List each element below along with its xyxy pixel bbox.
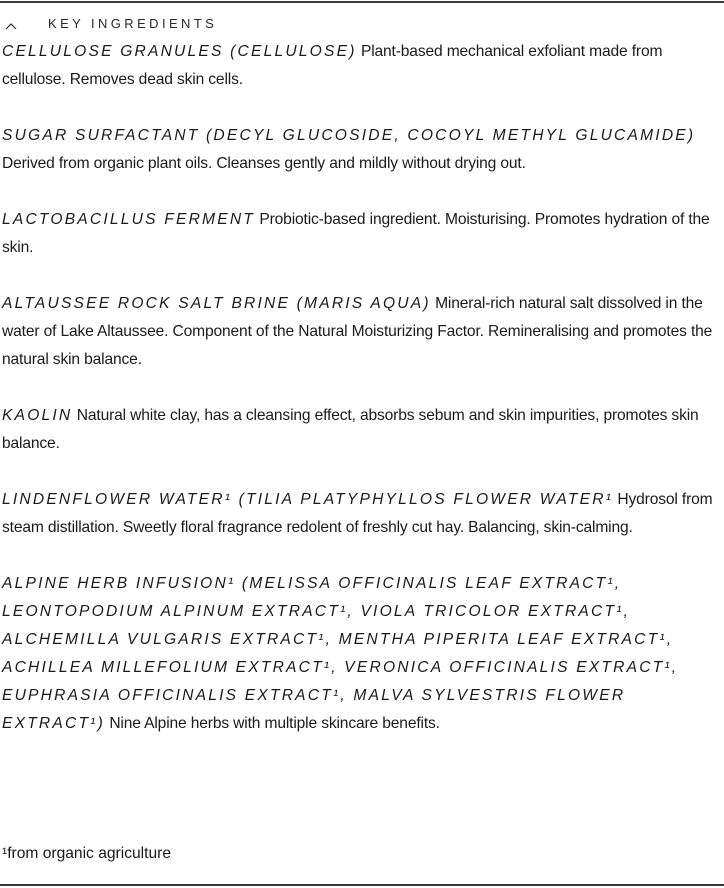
ingredient-item <box>2 38 718 94</box>
ingredient-item <box>2 290 718 374</box>
ingredient-name: LACTOBACILLUS FERMENT <box>2 211 256 228</box>
ingredient-name: ALTAUSSEE ROCK SALT BRINE (MARIS AQUA) <box>2 295 431 312</box>
ingredient-item <box>2 486 718 542</box>
footnote: ¹from organic agriculture <box>2 845 171 862</box>
ingredient-item <box>2 402 718 458</box>
ingredient-description: Mineral-rich natural salt dissolved in the water of Lake Altaussee. Component of the Natural Moisturizing Factor. Remineralising and promotes the natural skin balance. <box>2 295 713 368</box>
ingredient-name: CELLULOSE GRANULES (CELLULOSE) <box>2 43 357 60</box>
ingredient-item <box>2 122 718 178</box>
ingredient-description: Derived from organic plant oils. Cleanses gently and mildly without drying out. <box>2 155 526 172</box>
top-divider <box>0 1 724 3</box>
ingredient-description: Probiotic-based ingredient. Moisturising. Promotes hydration of the skin. <box>2 211 710 256</box>
section-title: KEY INGREDIENTS <box>48 15 218 31</box>
ingredient-item <box>2 570 718 738</box>
chevron-up-icon[interactable] <box>4 18 18 28</box>
ingredient-name: KAOLIN <box>2 407 73 424</box>
ingredient-name: SUGAR SURFACTANT (DECYL GLUCOSIDE, COCOYL METHYL GLUCAMIDE) <box>2 127 696 144</box>
ingredient-description: Natural white clay, has a cleansing effect, absorbs sebum and skin impurities, promotes skin balance. <box>2 407 699 452</box>
key-ingredients-toggle[interactable] <box>4 12 217 34</box>
ingredient-item <box>2 206 718 262</box>
ingredient-description: Hydrosol from steam distillation. Sweetly floral fragrance redolent of freshly cut hay. Balancing, skin-calming. <box>2 491 713 536</box>
ingredient-description: Plant-based mechanical exfoliant made from cellulose. Removes dead skin cells. <box>2 43 663 88</box>
ingredient-name: LINDENFLOWER WATER¹ (TILIA PLATYPHYLLOS FLOWER WATER¹ <box>2 491 614 508</box>
bottom-divider <box>0 884 724 886</box>
ingredient-list <box>2 38 718 766</box>
ingredient-name: ALPINE HERB INFUSION¹ (MELISSA OFFICINALIS LEAF EXTRACT¹, LEONTOPODIUM ALPINUM EXTRACT¹, VIOLA TRICOLOR EXTRACT¹, ALCHEMILLA VULGARIS EXTRACT¹, MENTHA PIPERITA LEAF EXTRACT¹, ACHILLEA MILLEFOLIUM EXTRACT¹, VERONICA OFFICINALIS EXTRACT¹, EUPHRASIA OFFICINALIS EXTRACT¹, MALVA SYLVESTRIS FLOWER EXTRACT¹) <box>2 575 679 732</box>
ingredient-description: Nine Alpine herbs with multiple skincare benefits. <box>109 715 440 732</box>
